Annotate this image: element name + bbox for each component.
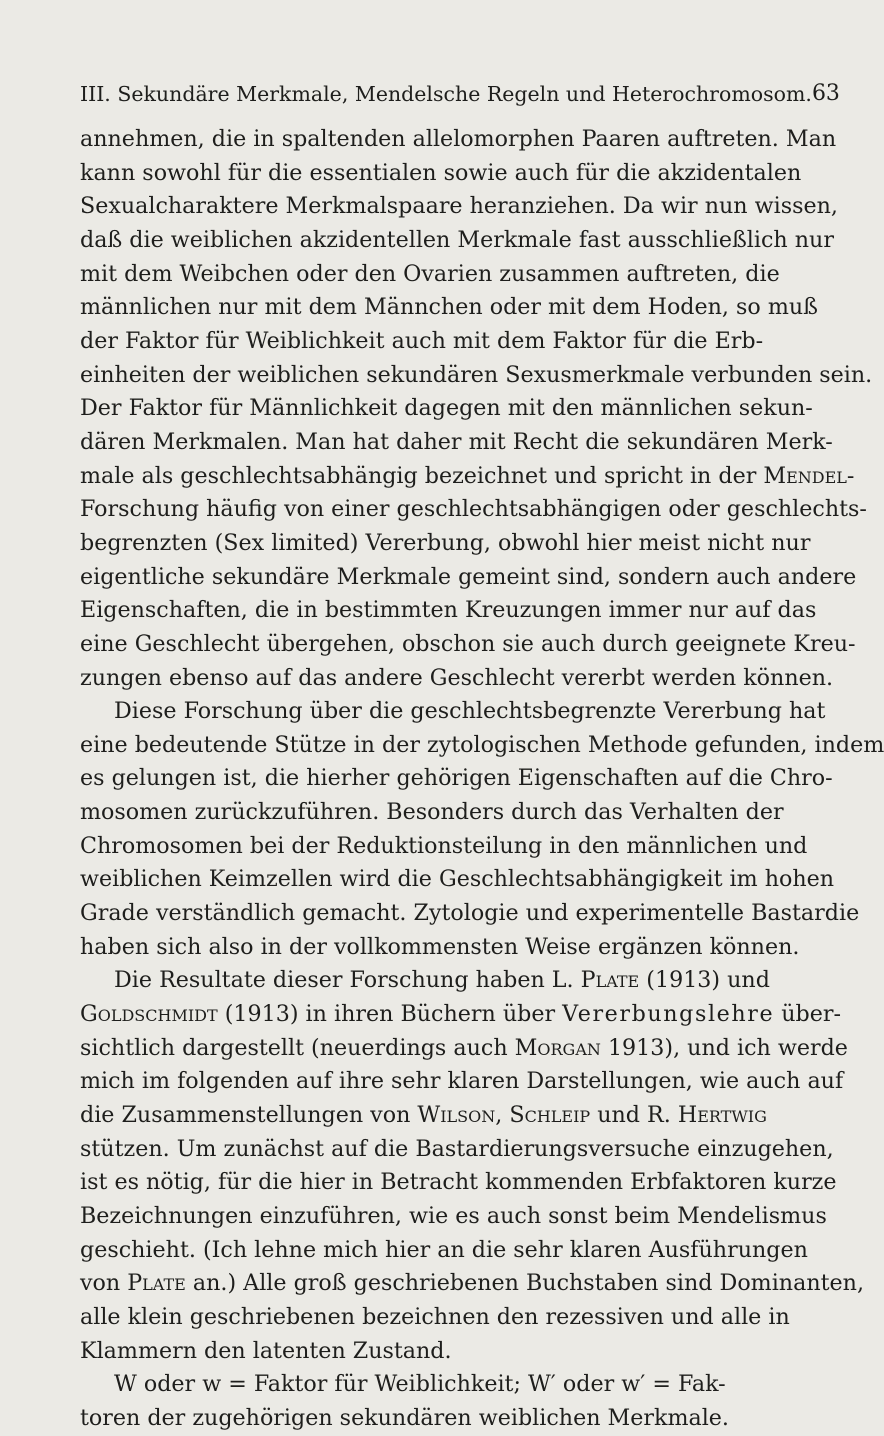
paragraph — [80, 1368, 729, 1435]
text-line: Sexualcharaktere Merkmalspaare heranziehen. Da wir nun wissen, — [80, 193, 838, 220]
text-line: W oder w = Faktor für Weiblichkeit; W′ oder w′ = Fak- — [114, 1371, 726, 1398]
text-line: eigentliche sekundäre Merkmale gemeint sind, sondern auch andere — [80, 563, 857, 590]
text-line: begrenzten (Sex limited) Vererbung, obwohl hier meist nicht nur — [80, 529, 811, 556]
text-line: Diese Forschung über die geschlechtsbegrenzte Vererbung hat — [114, 698, 826, 725]
text-line: Der Faktor für Männlichkeit dagegen mit den männlichen sekun- — [80, 395, 813, 422]
text-line: stützen. Um zunächst auf die Bastardierungsversuche einzugehen, — [80, 1135, 834, 1162]
text-line: male als geschlechtsabhängig bezeichnet und spricht in der Mendel- — [80, 462, 855, 489]
chapter-title: III. Sekundäre Merkmale, Mendelsche Regeln und Heterochromosom. — [80, 82, 812, 106]
text-line: Chromosomen bei der Reduktionsteilung in den männlichen und — [80, 832, 808, 859]
text-line: von Plate an.) Alle groß geschriebenen Buchstaben sind Dominanten, — [80, 1270, 865, 1297]
text-line: die Zusammenstellungen von Wilson, Schleip und R. Hertwig — [80, 1102, 767, 1129]
paragraph — [80, 964, 865, 1368]
text-line: eine bedeutende Stütze in der zytologischen Methode gefunden, indem — [80, 731, 884, 758]
text-line: toren der zugehörigen sekundären weiblichen Merkmale. — [80, 1404, 729, 1431]
paragraph — [80, 123, 873, 695]
text-line: Die Resultate dieser Forschung haben L. Plate (1913) und — [114, 967, 770, 994]
text-line: Bezeichnungen einzuführen, wie es auch sonst beim Mendelismus — [80, 1203, 827, 1229]
text-line: Klammern den latenten Zustand. — [80, 1337, 452, 1364]
paragraph — [80, 695, 884, 964]
text-line: annehmen, die in spaltenden allelomorphen Paaren auftreten. Man — [80, 126, 837, 152]
text-line: Goldschmidt (1913) in ihren Büchern über Vererbungslehre über- — [80, 1001, 841, 1028]
text-line: mit dem Weibchen oder den Ovarien zusammen auftreten, die — [80, 260, 780, 287]
text-line: es gelungen ist, die hierher gehörigen Eigenschaften auf die Chro- — [80, 765, 833, 792]
text-line: ist es nötig, für die hier in Betracht kommenden Erbfaktoren kurze — [80, 1169, 837, 1196]
text-line: dären Merkmalen. Man hat daher mit Recht die sekundären Merk- — [80, 428, 833, 455]
text-line: männlichen nur mit dem Männchen oder mit dem Hoden, so muß — [80, 294, 818, 321]
text-line: zungen ebenso auf das andere Geschlecht vererbt werden können. — [80, 664, 834, 691]
text-line: weiblichen Keimzellen wird die Geschlechtsabhängigkeit im hohen — [80, 866, 835, 893]
text-line: eine Geschlecht übergehen, obschon sie auch durch geeignete Kreu- — [80, 630, 856, 657]
text-line: sichtlich dargestellt (neuerdings auch Morgan 1913), und ich werde — [80, 1034, 848, 1061]
text-line: Forschung häufig von einer geschlechtsabhängigen oder geschlechts- — [80, 496, 867, 523]
text-line: einheiten der weiblichen sekundären Sexusmerkmale verbunden sein. — [80, 361, 873, 388]
running-header — [80, 81, 840, 106]
text-line: kann sowohl für die essentialen sowie auch für die akzidentalen — [80, 159, 802, 186]
text-line: geschieht. (Ich lehne mich hier an die sehr klaren Ausführungen — [80, 1236, 808, 1263]
text-line: daß die weiblichen akzidentellen Merkmale fast ausschließlich nur — [80, 226, 834, 253]
text-line: der Faktor für Weiblichkeit auch mit dem Faktor für die Erb- — [80, 327, 764, 354]
body-text — [80, 123, 884, 1436]
text-line: mosomen zurückzuführen. Besonders durch das Verhalten der — [80, 799, 784, 826]
text-line: Grade verständlich gemacht. Zytologie und experimentelle Bastardie — [80, 900, 860, 927]
text-line: alle klein geschriebenen bezeichnen den rezessiven und alle in — [80, 1303, 790, 1330]
text-line: mich im folgenden auf ihre sehr klaren Darstellungen, wie auch auf — [80, 1068, 844, 1095]
text-line: Eigenschaften, die in bestimmten Kreuzungen immer nur auf das — [80, 597, 817, 624]
text-line: haben sich also in der vollkommensten Weise ergänzen können. — [80, 933, 800, 960]
page-number: 63 — [811, 81, 840, 106]
